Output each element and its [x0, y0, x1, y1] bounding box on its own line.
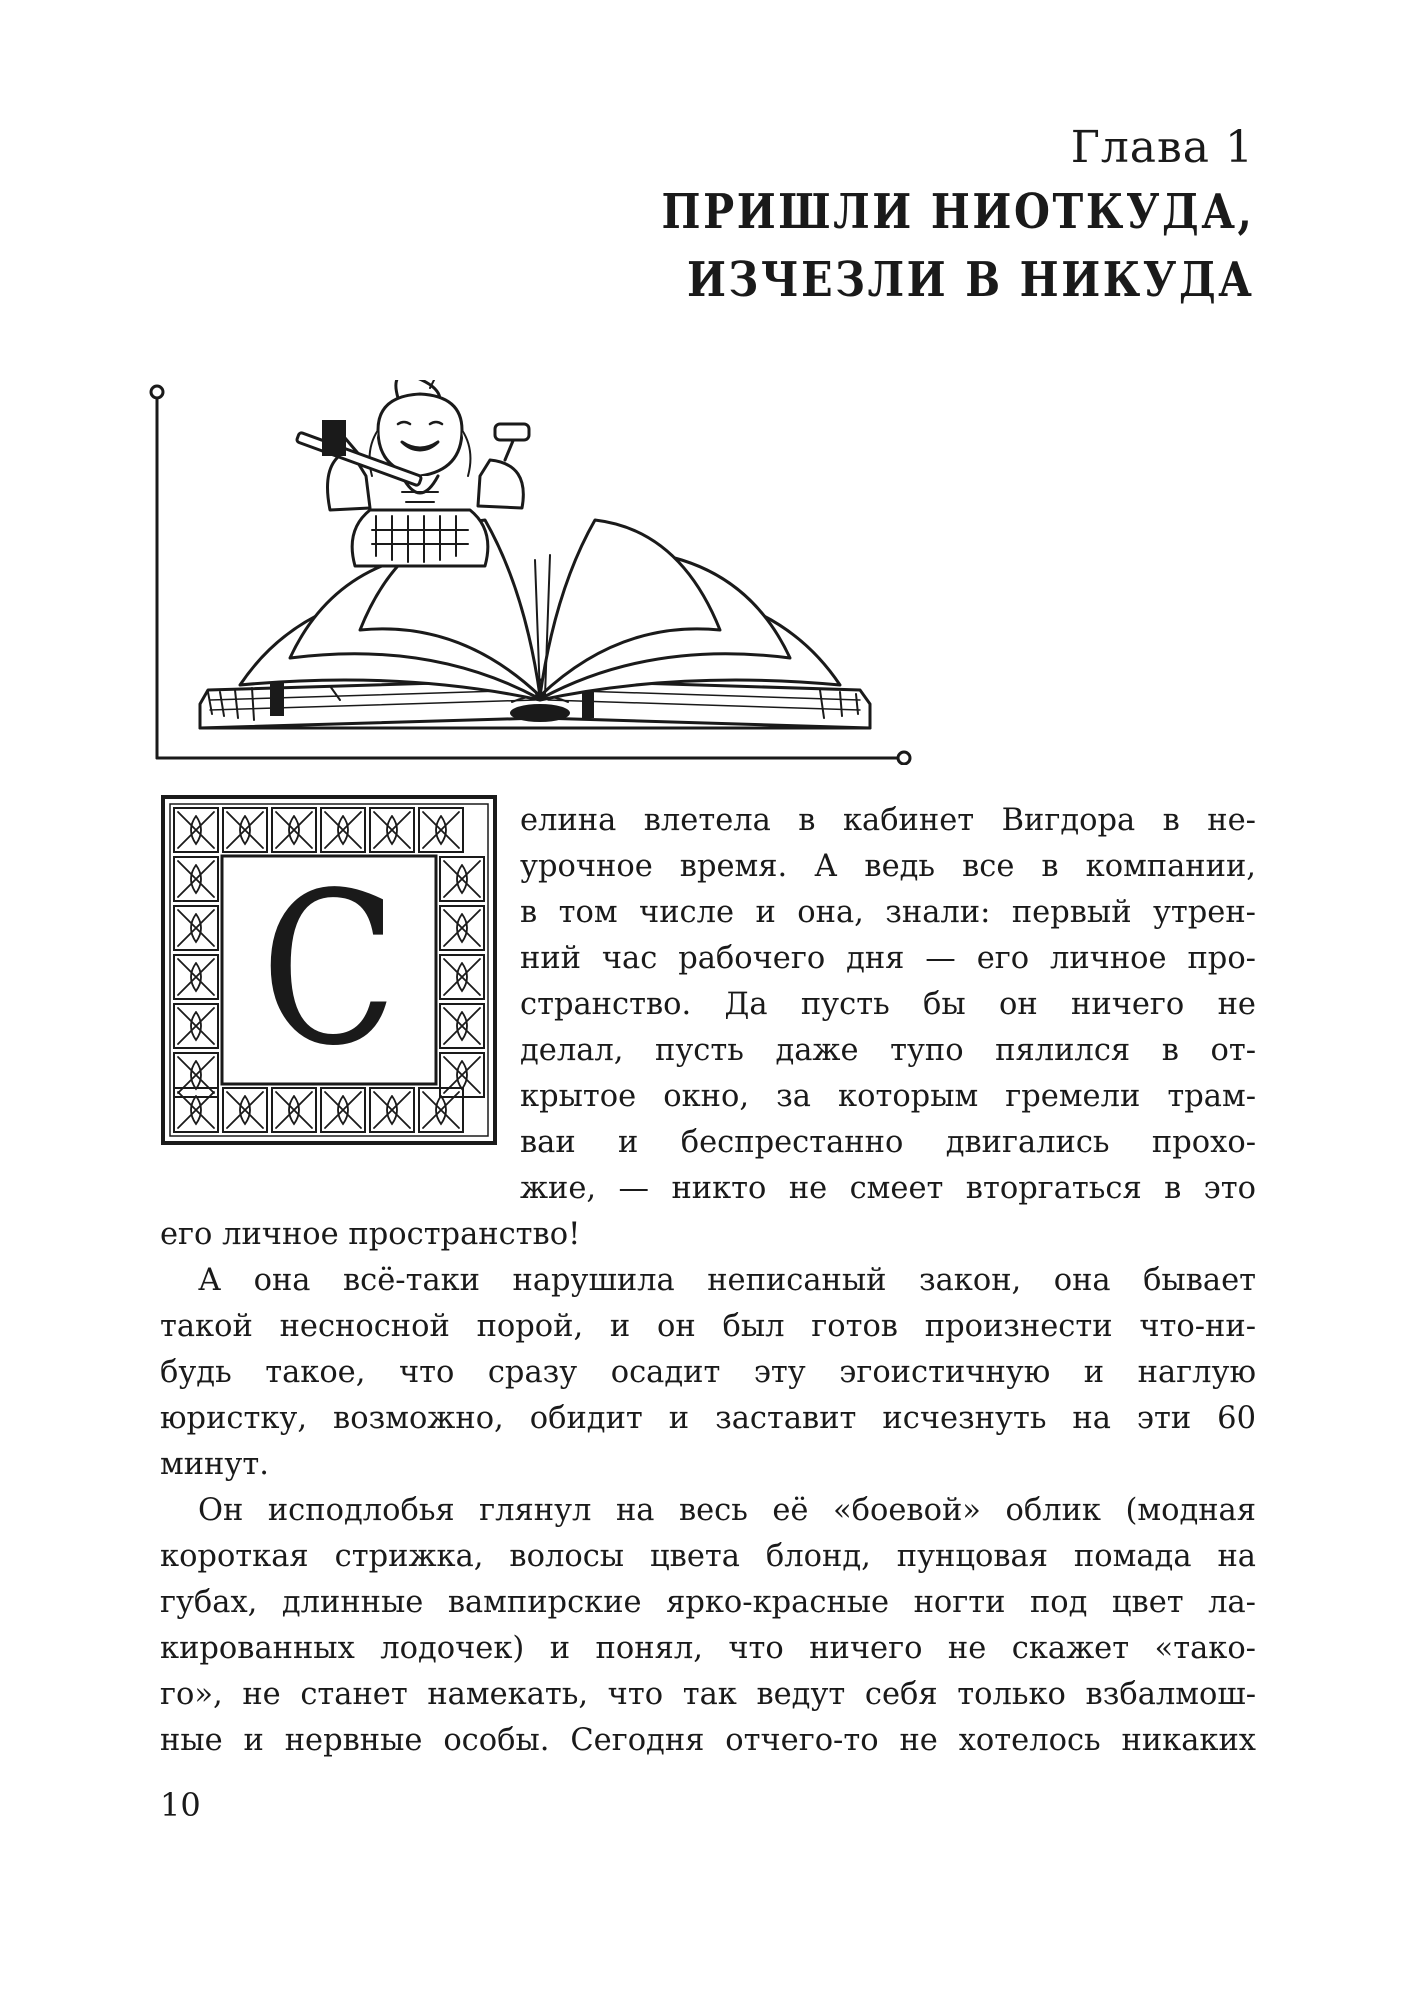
text-line: будь такое, что сразу осадит эту эгоистичную и наглую	[160, 1355, 1256, 1390]
text-line: урочное время. А ведь все в компании,	[520, 849, 1256, 884]
text-line: его личное пространство!	[160, 1217, 581, 1252]
text-line: крытое окно, за которым гремели трам-	[520, 1079, 1256, 1114]
text-line: го», не станет намекать, что так ведут себя только взбалмош-	[160, 1677, 1256, 1712]
text-line: минут.	[160, 1447, 269, 1482]
text-line: короткая стрижка, волосы цвета блонд, пунцовая помада на	[160, 1539, 1256, 1574]
warrior-book-illustration	[140, 380, 930, 765]
text-line: А она всё-таки нарушила неписаный закон, она бывает	[198, 1263, 1256, 1298]
text-line: елина влетела в кабинет Вигдора в не-	[520, 803, 1256, 838]
chapter-label: Глава 1	[1070, 122, 1254, 173]
text-line: жие, — никто не смеет вторгаться в это	[520, 1171, 1256, 1206]
text-line: странство. Да пусть бы он ничего не	[520, 987, 1256, 1022]
text-line: губах, длинные вампирские ярко-красные ногти под цвет ла-	[160, 1585, 1256, 1620]
chapter-title-line-2: ИЗЧЕЗЛИ В НИКУДА	[686, 252, 1254, 308]
text-line: делал, пусть даже тупо пялился в от-	[520, 1033, 1256, 1068]
drop-cap-letter: С	[260, 847, 398, 1092]
chapter-title-line-1: ПРИШЛИ НИОТКУДА,	[661, 184, 1254, 240]
text-line: Он исподлобья глянул на весь её «боевой» облик (модная	[198, 1493, 1256, 1528]
text-line: кированных лодочек) и понял, что ничего не скажет «тако-	[160, 1631, 1256, 1666]
text-line: в том числе и она, знали: первый утрен-	[520, 895, 1256, 930]
text-line: такой несносной порой, и он был готов произнести что-ни-	[160, 1309, 1256, 1344]
drop-cap-box	[160, 794, 498, 1146]
text-line: ные и нервные особы. Сегодня отчего-то не хотелось никаких	[160, 1723, 1256, 1758]
page-number: 10	[160, 1786, 201, 1824]
book-pages-fanned	[240, 520, 840, 700]
chapter-heading	[565, 118, 1254, 314]
text-line: ний час рабочего дня — его личное про-	[520, 941, 1256, 976]
text-line: юристку, возможно, обидит и заставит исчезнуть на эти 60	[160, 1401, 1256, 1436]
text-line: ваи и беспрестанно двигались прохо-	[520, 1125, 1256, 1160]
